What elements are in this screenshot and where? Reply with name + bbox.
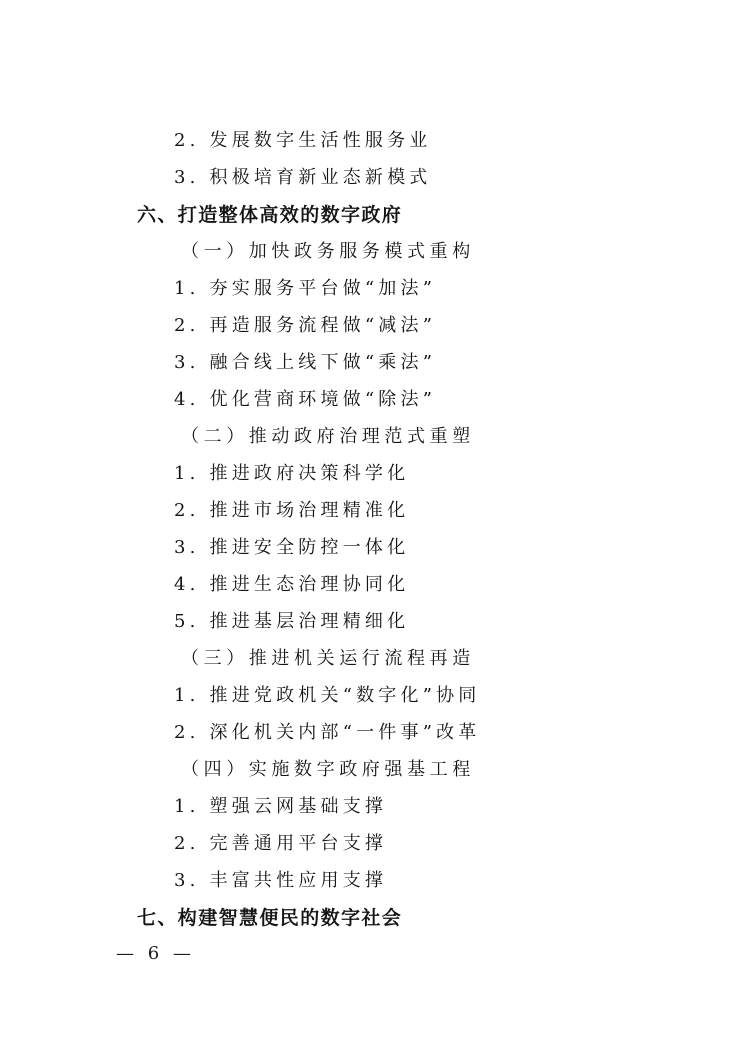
subsection-heading: （四）实施数字政府强基工程 [181,759,475,780]
subsection-heading: （三）推进机关运行流程再造 [181,648,475,669]
item-line: 5. 推进基层治理精细化 [174,611,410,632]
item-line: 2. 完善通用平台支撑 [174,833,388,854]
item-line: 4. 优化营商环境做“除法” [174,389,437,410]
item-line: 2. 推进市场治理精准化 [174,500,410,521]
section-heading: 六、打造整体高效的数字政府 [137,204,403,226]
section-heading: 七、构建智慧便民的数字社会 [137,907,403,929]
item-line: 2. 发展数字生活性服务业 [174,130,432,151]
item-line: 1. 夯实服务平台做“加法” [174,278,437,299]
item-line: 3. 积极培育新业态新模式 [174,167,432,188]
item-line: 3. 推进安全防控一体化 [174,537,410,558]
page-number: — 6 — [116,943,195,964]
item-line: 2. 再造服务流程做“减法” [174,315,437,336]
item-line: 2. 深化机关内部“一件事”改革 [174,722,481,743]
item-line: 1. 推进政府决策科学化 [174,463,410,484]
item-line: 1. 推进党政机关“数字化”协同 [174,685,481,706]
subsection-heading: （一）加快政务服务模式重构 [181,241,475,262]
item-line: 4. 推进生态治理协同化 [174,574,410,595]
item-line: 3. 丰富共性应用支撑 [174,870,388,891]
subsection-heading: （二）推动政府治理范式重塑 [181,426,475,447]
item-line: 3. 融合线上线下做“乘法” [174,352,437,373]
item-line: 1. 塑强云网基础支撑 [174,796,388,817]
